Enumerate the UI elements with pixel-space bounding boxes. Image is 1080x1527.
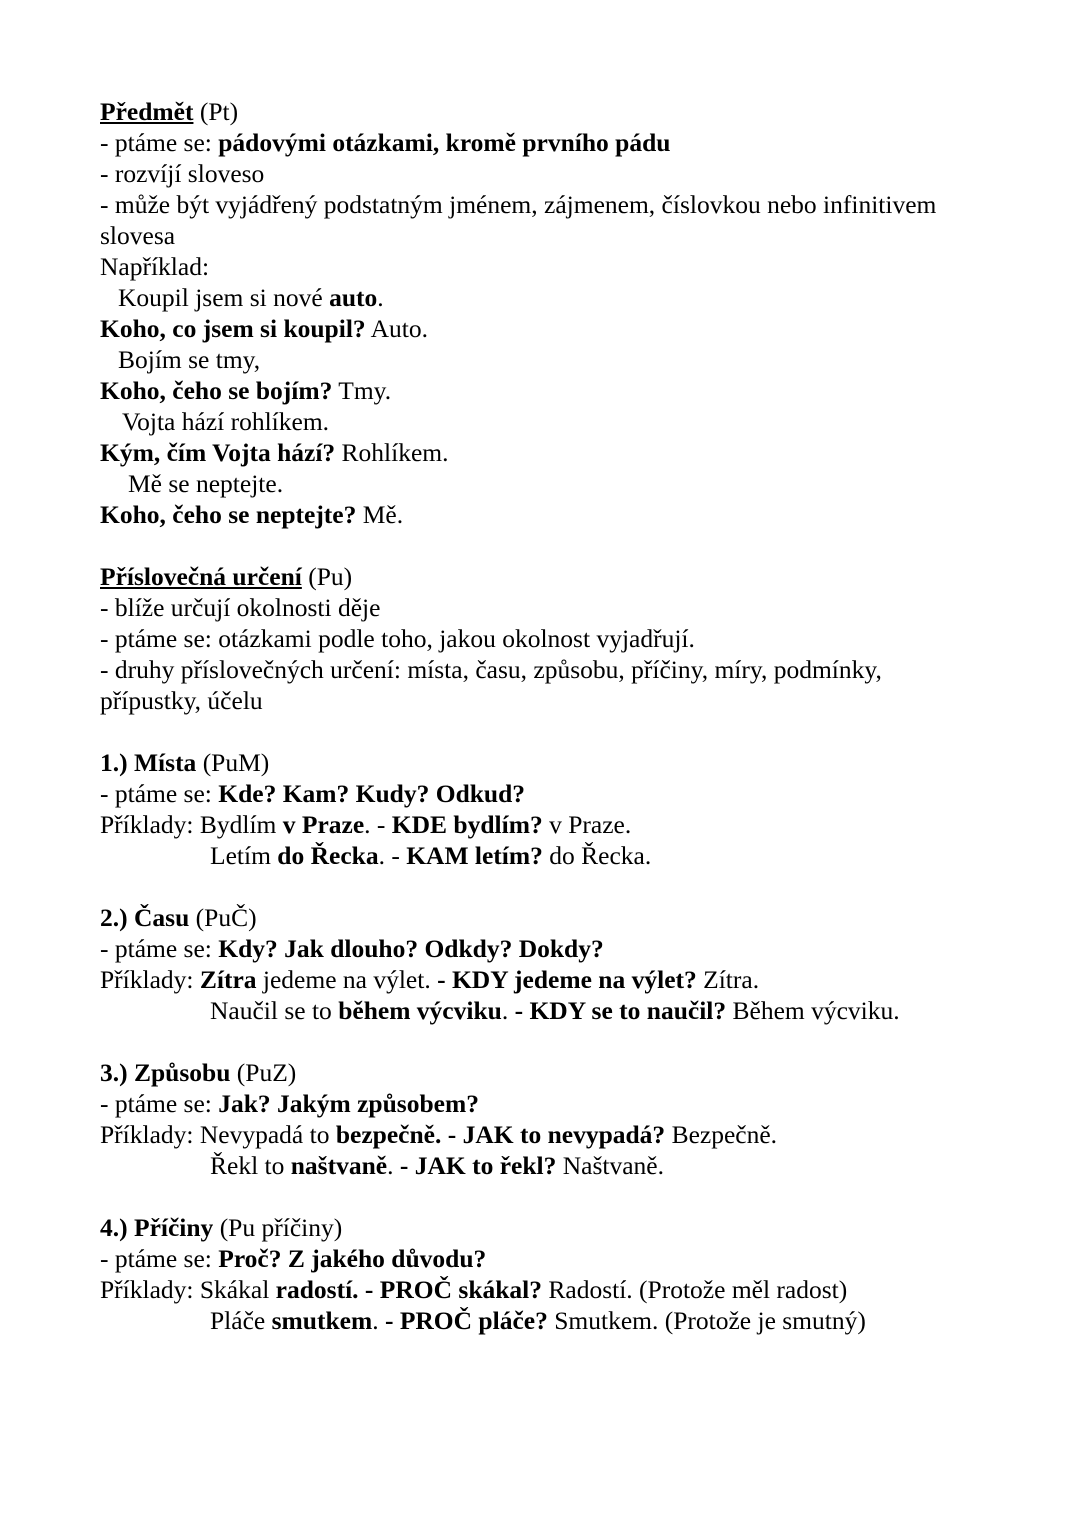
text-run: Tmy. (332, 376, 392, 405)
text-line-pt-ptame-se (100, 127, 948, 158)
text-run: do Řecka. (542, 841, 652, 870)
text-run: Naštvaně. (556, 1151, 665, 1180)
text-line-puc-ex1 (100, 964, 948, 995)
section-heading-abbrev: (PuZ) (230, 1058, 297, 1087)
text-line-pup-ex1 (100, 1274, 948, 1305)
section-heading-title: Předmět (100, 97, 194, 126)
text-run: Příklady: Skákal (100, 1275, 276, 1304)
text-run: - ptáme se: otázkami podle toho, jakou okolnost vyjadřují. (100, 624, 695, 653)
document-body (100, 96, 948, 1336)
text-run: Vojta hází rohlíkem. (122, 407, 330, 436)
text-line-pt-ex1-q (100, 313, 948, 344)
text-run: . - (378, 841, 407, 870)
text-line-pum-ptame-se (100, 778, 948, 809)
text-run: Kdy? Jak dlouho? Odkdy? Dokdy? (218, 934, 604, 963)
text-run: Mě. (356, 500, 404, 529)
text-run: Příklady: Nevypadá to (100, 1120, 336, 1149)
text-run: auto (329, 283, 378, 312)
text-run: Letím (210, 841, 278, 870)
text-line-pt-ex4-stmt (100, 468, 948, 499)
text-run: v Praze. (542, 810, 632, 839)
section-heading-abbrev: (PuM) (196, 748, 270, 777)
section-gap (100, 1181, 948, 1212)
section-gap (100, 871, 948, 902)
text-run: Smutkem. (Protože je smutný) (547, 1306, 866, 1335)
text-run: Zítra (199, 965, 257, 994)
text-run: - JAK to řekl? (399, 1151, 557, 1180)
text-line-pu-druhy (100, 654, 948, 716)
text-run: Příklady: (100, 965, 200, 994)
text-line-pt-ex2-stmt (100, 344, 948, 375)
text-run: Mě se neptejte. (128, 469, 284, 498)
text-run: - druhy příslovečných určení: místa, času, způsobu, příčiny, míry, podmínky, přípustky, účelu (100, 655, 882, 715)
text-line-pup-ptame-se (100, 1243, 948, 1274)
text-line-puc-ex2 (100, 995, 948, 1026)
text-run: Jak? Jakým způsobem? (218, 1089, 479, 1118)
text-run: Koho, čeho se neptejte? (100, 500, 357, 529)
section-heading-title: 2.) Času (100, 903, 190, 932)
text-line-pum-ex2 (100, 840, 948, 871)
text-line-pt-ex3-stmt (100, 406, 948, 437)
text-run: Koho, čeho se bojím? (100, 376, 333, 405)
section-prislovecna-urceni (100, 561, 948, 716)
text-run: . (377, 283, 384, 312)
text-run: - PROČ pláče? (384, 1306, 548, 1335)
section-heading-title: 4.) Příčiny (100, 1213, 214, 1242)
text-run: . (387, 1151, 400, 1180)
text-run: Například: (100, 252, 210, 281)
text-line-pt-ex4-q (100, 499, 948, 530)
text-run: smutkem (271, 1306, 373, 1335)
text-run: Řekl to (210, 1151, 291, 1180)
text-run: . (501, 996, 515, 1025)
section-gap (100, 716, 948, 747)
section-heading (100, 96, 948, 127)
text-run: KAM letím? (406, 841, 543, 870)
section-heading (100, 902, 948, 933)
text-run: . - (364, 810, 392, 839)
text-run: Proč? Z jakého důvodu? (218, 1244, 487, 1273)
text-run: pádovými otázkami, kromě prvního pádu (218, 128, 671, 157)
text-run: . (372, 1306, 385, 1335)
text-run: během výcviku (338, 996, 502, 1025)
text-run: - blíže určují okolnosti děje (100, 593, 381, 622)
text-line-puz-ex1 (100, 1119, 948, 1150)
text-run: Bojím se tmy, (118, 345, 261, 374)
text-run: Auto. (365, 314, 429, 343)
text-run: Radostí. (Protože měl radost) (542, 1275, 848, 1304)
text-line-pt-rozviji (100, 158, 948, 189)
section-heading (100, 1057, 948, 1088)
text-run: Pláče (210, 1306, 272, 1335)
text-run: Kým, čím Vojta hází? (100, 438, 336, 467)
text-run: jedeme na výlet. (256, 965, 438, 994)
section-heading-abbrev: (Pu příčiny) (213, 1213, 343, 1242)
text-run: Příklady: Bydlím (100, 810, 283, 839)
text-line-pup-ex2 (100, 1305, 948, 1336)
section-gap (100, 530, 948, 561)
section-heading (100, 747, 948, 778)
text-run: Naučil se to (210, 996, 339, 1025)
text-run: bezpečně. - JAK to nevypadá? (335, 1120, 666, 1149)
text-run: naštvaně (290, 1151, 388, 1180)
text-line-puc-ptame-se (100, 933, 948, 964)
text-run: - ptáme se: (100, 1244, 219, 1273)
text-run: - ptáme se: (100, 779, 219, 808)
text-line-pt-napriklad (100, 251, 948, 282)
section-predmet (100, 96, 948, 530)
section-gap (100, 1026, 948, 1057)
text-run: v Praze (282, 810, 365, 839)
text-run: radostí. - PROČ skákal? (275, 1275, 543, 1304)
section-heading-abbrev: (Pu) (301, 562, 353, 591)
section-heading-abbrev: (PuČ) (189, 903, 257, 932)
text-run: Během výcviku. (726, 996, 900, 1025)
section-heading-title: Příslovečná určení (100, 562, 302, 591)
text-line-pum-ex1 (100, 809, 948, 840)
text-run: KDE bydlím? (391, 810, 543, 839)
section-pu-priciny (100, 1212, 948, 1336)
text-run: - ptáme se: (100, 1089, 219, 1118)
text-run: Koho, co jsem si koupil? (100, 314, 366, 343)
section-heading-abbrev: (Pt) (193, 97, 239, 126)
section-heading (100, 1212, 948, 1243)
text-run: - ptáme se: (100, 934, 219, 963)
section-heading (100, 561, 948, 592)
section-pu-zpusobu (100, 1057, 948, 1181)
section-pu-mista (100, 747, 948, 871)
text-line-puz-ex2 (100, 1150, 948, 1181)
text-line-pt-ex3-q (100, 437, 948, 468)
text-run: Koupil jsem si nové (118, 283, 330, 312)
text-run: Rohlíkem. (335, 438, 449, 467)
text-run: Kde? Kam? Kudy? Odkud? (218, 779, 526, 808)
text-run: Zítra. (696, 965, 760, 994)
text-line-pu-ptame-se (100, 623, 948, 654)
text-line-pt-ex1-stmt (100, 282, 948, 313)
text-line-pt-muze-byt (100, 189, 948, 251)
section-heading-title: 1.) Místa (100, 748, 197, 777)
text-line-pt-ex2-q (100, 375, 948, 406)
text-run: Bezpečně. (665, 1120, 778, 1149)
text-line-pu-blize (100, 592, 948, 623)
text-run: - rozvíjí sloveso (100, 159, 265, 188)
text-run: - KDY jedeme na výlet? (437, 965, 697, 994)
section-pu-casu (100, 902, 948, 1026)
section-heading-title: 3.) Způsobu (100, 1058, 231, 1087)
text-run: - KDY se to naučil? (514, 996, 727, 1025)
text-run: - může být vyjádřený podstatným jménem, zájmenem, číslovkou nebo infinitivem slovesa (100, 190, 937, 250)
text-run: - ptáme se: (100, 128, 219, 157)
text-run: do Řecka (277, 841, 379, 870)
text-line-puz-ptame-se (100, 1088, 948, 1119)
